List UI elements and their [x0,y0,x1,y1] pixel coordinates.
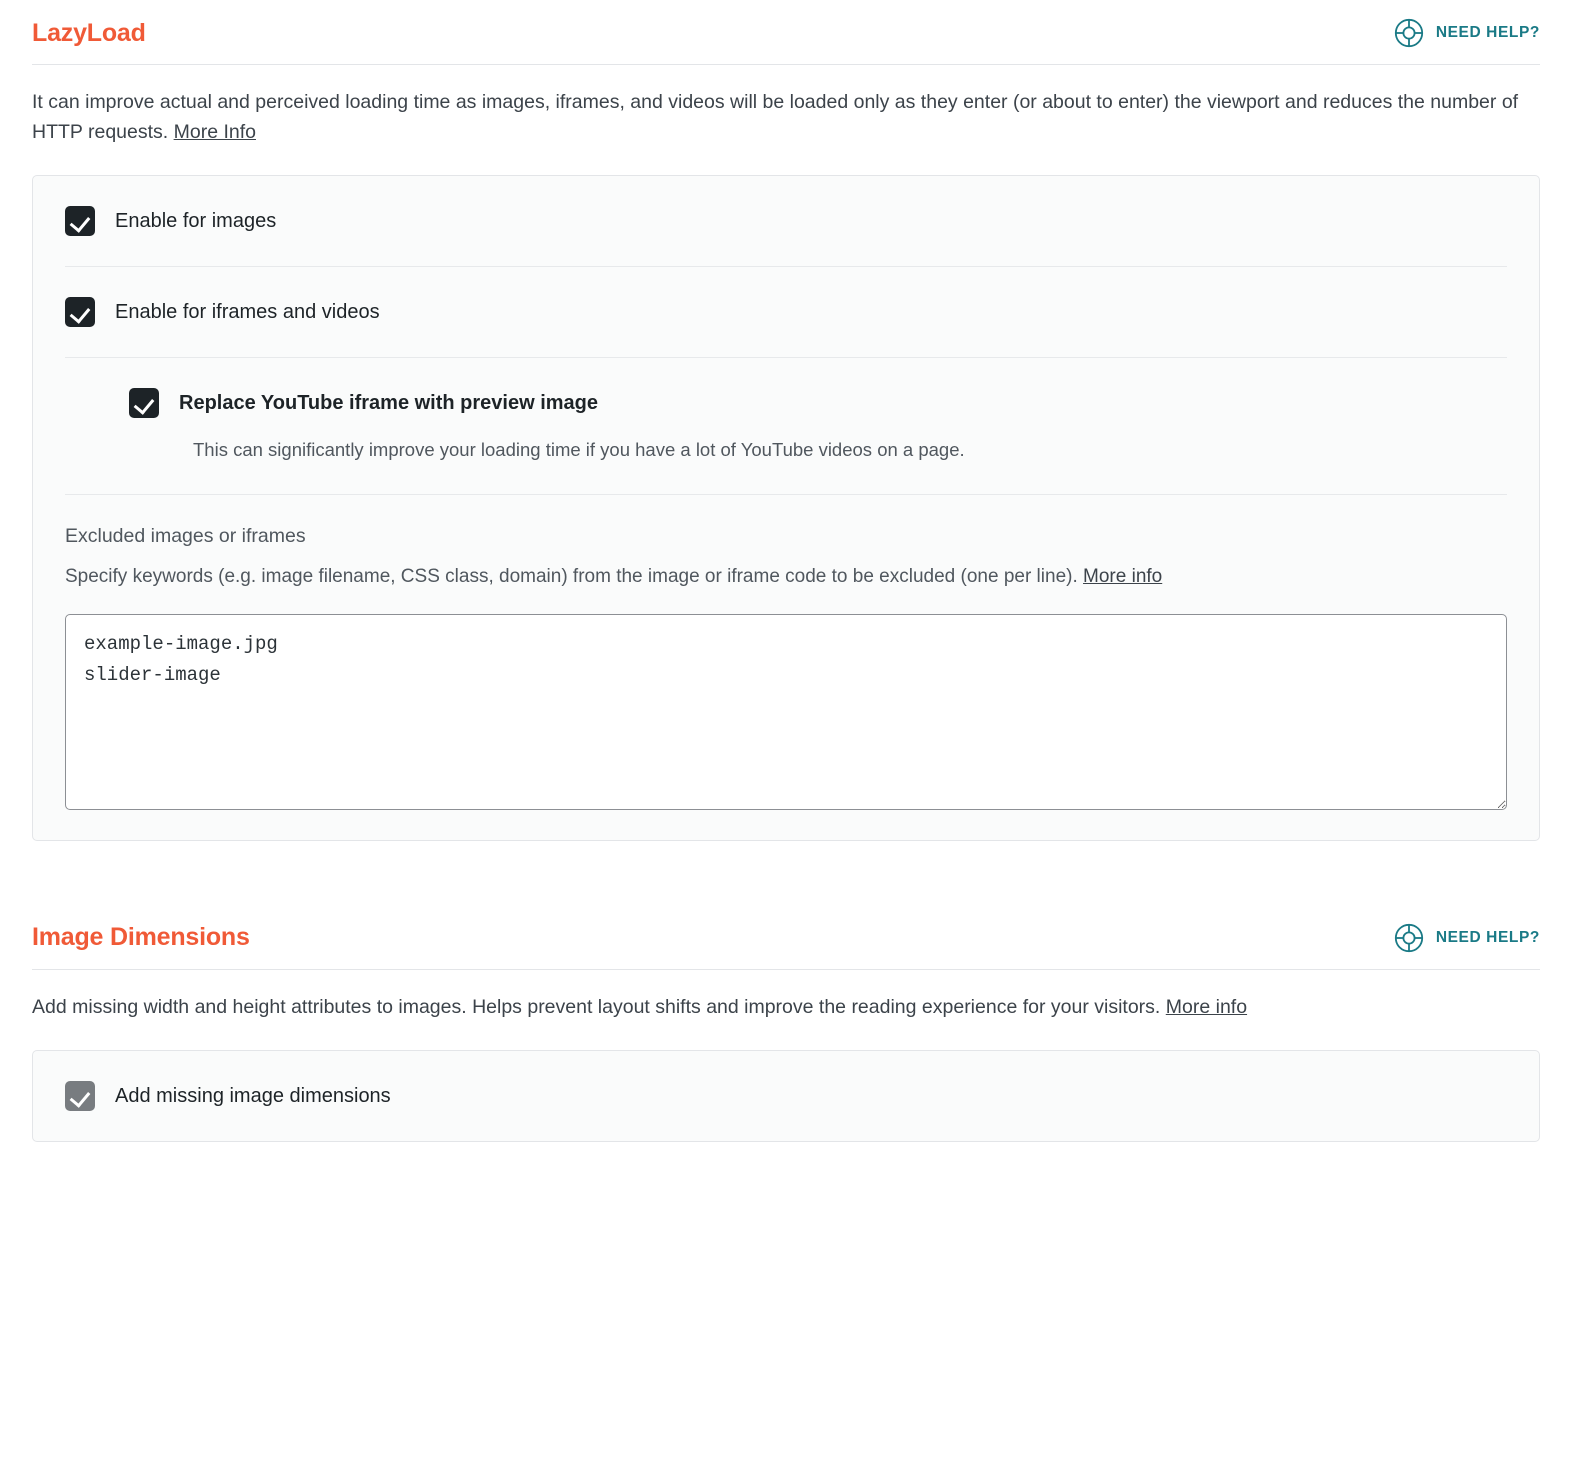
more-info-link-excluded[interactable]: More info [1083,566,1163,588]
section-spacer [32,841,1540,905]
need-help-button-image-dimensions[interactable] [1394,923,1540,953]
excluded-field-title: Excluded images or iframes [65,525,306,548]
more-info-link-image-dimensions[interactable]: More info [1165,995,1248,1018]
lazyload-description-text: It can improve actual and perceived loading time as images, iframes, and videos will be loaded only as they enter (or about to enter) the viewport and reduces the number of HTTP requests. [32,91,1519,144]
excluded-images-or-iframes-textarea[interactable] [65,614,1507,810]
need-help-button-lazyload[interactable] [1394,18,1540,48]
section-title-image-dimensions: Image Dimensions [32,923,250,952]
section-header-lazyload [32,0,1540,65]
lazyload-options-card [32,175,1540,840]
page-title: LazyLoad [32,18,146,47]
section-header-image-dimensions [32,905,1540,970]
checkbox-enable-for-iframes-and-videos[interactable] [65,297,95,327]
checkbox-replace-youtube-iframe[interactable] [129,388,159,418]
option-row-add-missing-dimensions [65,1051,1507,1141]
lifebuoy-icon [1394,923,1424,953]
image-dimensions-description-text: Add missing width and height attributes to images. Helps prevent layout shifts and improve the reading experience for your visitors. [32,995,1166,1018]
option-row-excluded [65,495,1507,839]
label-add-missing-image-dimensions: Add missing image dimensions [115,1084,391,1107]
need-help-label: NEED HELP? [1435,928,1540,946]
image-dimensions-description [32,970,1532,1028]
label-replace-youtube-iframe: Replace YouTube iframe with preview image [179,392,599,415]
excluded-description-text: Specify keywords (e.g. image filename, CSS class, domain) from the image or iframe code to be excluded (one per line). [65,566,1084,588]
image-dimensions-options-card [32,1050,1540,1142]
checkbox-row-enable-images[interactable] [65,206,1507,236]
checkbox-row-add-missing-dimensions[interactable] [65,1081,1507,1111]
checkbox-enable-for-images[interactable] [65,206,95,236]
checkbox-row-enable-iframes[interactable] [65,297,1507,327]
excluded-field-description [65,562,1495,591]
lifebuoy-icon [1394,18,1424,48]
label-enable-for-iframes-and-videos: Enable for iframes and videos [115,301,380,324]
need-help-label: NEED HELP? [1435,24,1540,41]
label-enable-for-images: Enable for images [115,210,277,233]
lazyload-description [32,65,1532,153]
checkbox-add-missing-image-dimensions[interactable] [65,1081,95,1111]
description-replace-youtube-iframe: This can significantly improve your loading time if you have a lot of YouTube videos on a page. [193,439,965,461]
option-row-enable-iframes [65,267,1507,358]
option-row-youtube-preview [65,358,1507,495]
option-row-enable-images [65,176,1507,267]
more-info-link-lazyload[interactable]: More Info [173,121,256,144]
checkbox-row-youtube-preview[interactable] [65,388,1507,418]
